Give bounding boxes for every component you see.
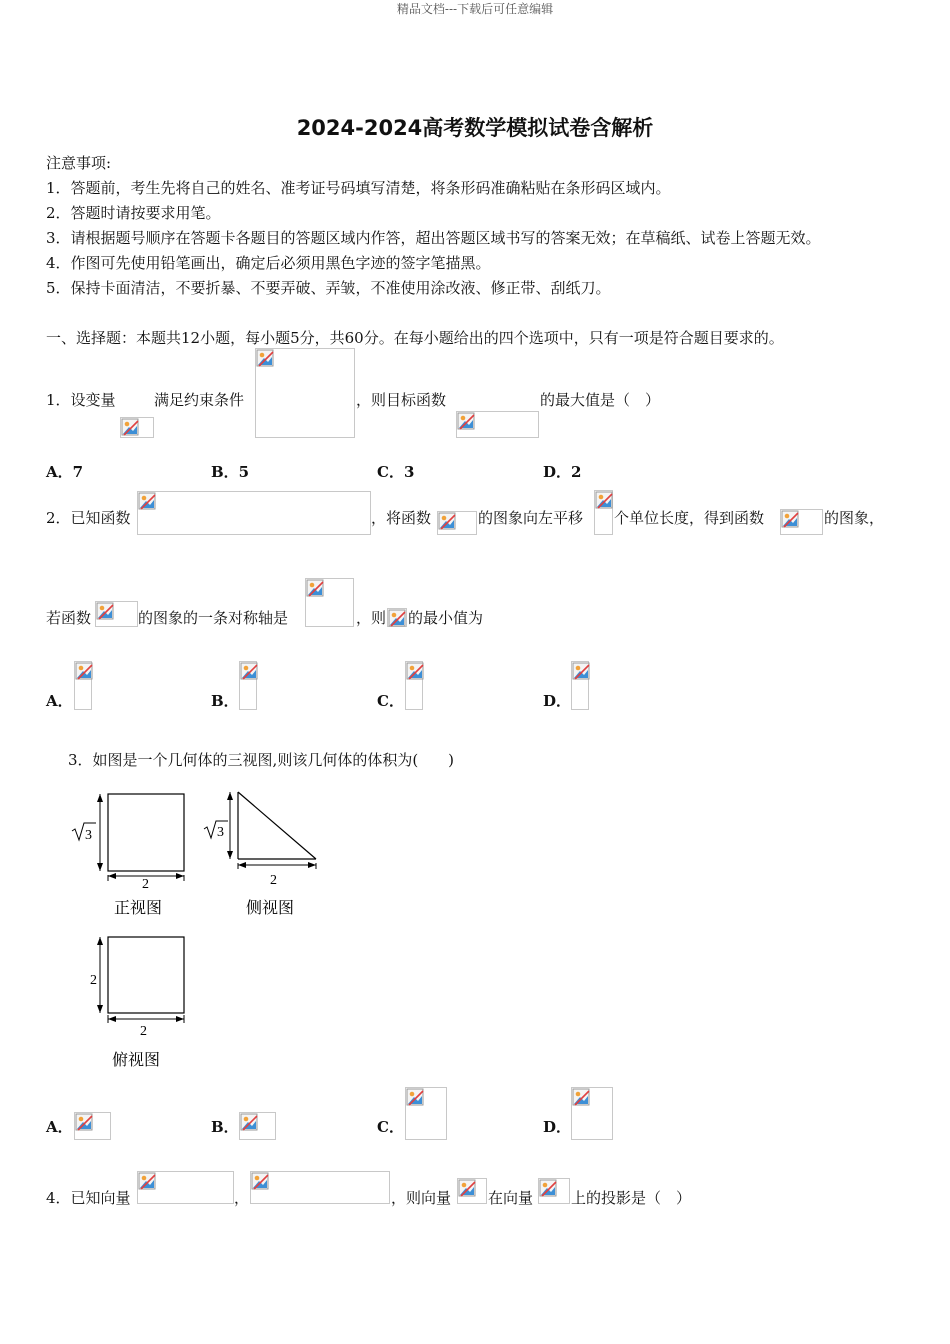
- notice-heading: 注意事项:: [46, 154, 112, 172]
- q1-text: 1．设变量: [46, 391, 116, 409]
- dim-label: 2: [90, 973, 97, 988]
- arrow-head: [108, 1016, 116, 1022]
- broken-image-icon: [120, 417, 154, 438]
- broken-image-icon: [780, 509, 823, 535]
- top-view-label: 俯视图: [112, 1050, 161, 1069]
- dim-label: 3: [217, 825, 224, 840]
- broken-image-icon: [239, 1112, 276, 1140]
- q2-text: 的图象向左平移: [478, 509, 584, 527]
- three-view-figure: [60, 785, 340, 1085]
- q1-text: 满足约束条件: [154, 391, 245, 409]
- q1-option-b: B．5: [211, 463, 250, 481]
- q3-option-c: C．: [377, 1118, 404, 1136]
- page-title: 2024-2024高考数学模拟试卷含解析: [296, 116, 654, 140]
- broken-image-icon: [437, 511, 477, 535]
- q2-option-d: D．: [543, 692, 572, 710]
- q1-option-d: D．2: [543, 463, 582, 481]
- arrow-head: [238, 862, 246, 868]
- q2-text: 2．已知函数: [46, 509, 131, 527]
- arrow-head: [227, 792, 233, 800]
- dim-label: 3: [85, 828, 92, 843]
- notice-item: 5．保持卡面清洁，不要折暴、不要弄破、弄皱，不准使用涂改液、修正带、刮纸刀。: [46, 279, 611, 297]
- notice-item: 2．答题时请按要求用笔。: [46, 204, 221, 222]
- q2-text: ，则: [356, 609, 387, 627]
- page-header: 精品文档---下载后可任意编辑: [396, 2, 554, 16]
- arrow-head: [97, 1005, 103, 1013]
- q2-text: 个单位长度，得到函数: [614, 509, 765, 527]
- q3-text: 3．如图是一个几何体的三视图,则该几何体的体积为( ): [68, 751, 455, 769]
- broken-image-icon: [571, 1087, 613, 1140]
- side-view-label: 侧视图: [246, 898, 295, 917]
- broken-image-icon: [137, 491, 371, 535]
- dim-label: 2: [270, 873, 277, 888]
- q2-option-b: B．: [211, 692, 239, 710]
- arrow-head: [176, 873, 184, 879]
- broken-image-icon: [405, 661, 423, 710]
- broken-image-icon: [74, 661, 92, 710]
- arrow-head: [108, 873, 116, 879]
- broken-image-icon: [594, 490, 613, 535]
- q3-option-b: B．: [211, 1118, 239, 1136]
- broken-image-icon: [387, 608, 407, 627]
- q4-text: 4．已知向量: [46, 1189, 131, 1207]
- q2-option-a: A．: [46, 692, 73, 710]
- q1-text: ，则目标函数: [356, 391, 447, 409]
- arrow-head: [97, 863, 103, 871]
- broken-image-icon: [405, 1087, 447, 1140]
- q1-text: 的最大值是（ ）: [540, 391, 661, 409]
- q2-text: 的图象，: [824, 509, 885, 527]
- arrow-head: [97, 937, 103, 945]
- arrow-head: [227, 851, 233, 859]
- broken-image-icon: [74, 1112, 111, 1140]
- q4-text: 上的投影是（ ）: [571, 1189, 692, 1207]
- arrow-head: [176, 1016, 184, 1022]
- top-view-square: [108, 937, 184, 1013]
- dim-label: 2: [142, 877, 149, 892]
- broken-image-icon: [571, 661, 589, 710]
- front-view-label: 正视图: [114, 898, 163, 917]
- broken-image-icon: [305, 578, 354, 627]
- notice-item: 1．答题前，考生先将自己的姓名、准考证号码填写清楚，将条形码准确粘贴在条形码区域内。: [46, 179, 671, 197]
- q3-option-d: D．: [543, 1118, 572, 1136]
- q4-text: ，则向量: [391, 1189, 452, 1207]
- broken-image-icon: [457, 1178, 487, 1204]
- notice-item: 3．请根据题号顺序在答题卡各题目的答题区域内作答，超出答题区域书写的答案无效；在草稿纸、试卷上答题无效。: [46, 229, 821, 247]
- section-heading: 一、选择题：本题共12小题，每小题5分，共60分。在每小题给出的四个选项中，只有一项是符合题目要求的。: [46, 329, 784, 347]
- sqrt-sign: [72, 823, 96, 840]
- broken-image-icon: [250, 1171, 390, 1204]
- notice-item: 4．作图可先使用铅笔画出，确定后必须用黑色字迹的签字笔描黑。: [46, 254, 491, 272]
- broken-image-icon: [538, 1178, 570, 1204]
- broken-image-icon: [137, 1171, 234, 1204]
- broken-image-icon: [95, 601, 138, 627]
- q4-text: 在向量: [488, 1189, 534, 1207]
- q2-text: ，将函数: [371, 509, 432, 527]
- front-view-square: [108, 794, 184, 871]
- q1-option-a: A．7: [46, 463, 84, 481]
- side-view-hypotenuse: [238, 792, 316, 859]
- q2-text: 的最小值为: [408, 609, 484, 627]
- q2-text: 的图象的一条对称轴是: [138, 609, 289, 627]
- arrow-head: [97, 794, 103, 802]
- q4-text: ，: [234, 1189, 250, 1207]
- q2-option-c: C．: [377, 692, 404, 710]
- dim-label: 2: [140, 1024, 147, 1039]
- sqrt-sign: [204, 821, 228, 838]
- broken-image-icon: [255, 348, 355, 438]
- q1-option-c: C．3: [377, 463, 415, 481]
- arrow-head: [308, 862, 316, 868]
- broken-image-icon: [239, 661, 257, 710]
- q2-text: 若函数: [46, 609, 92, 627]
- q3-option-a: A．: [46, 1118, 73, 1136]
- broken-image-icon: [456, 411, 539, 438]
